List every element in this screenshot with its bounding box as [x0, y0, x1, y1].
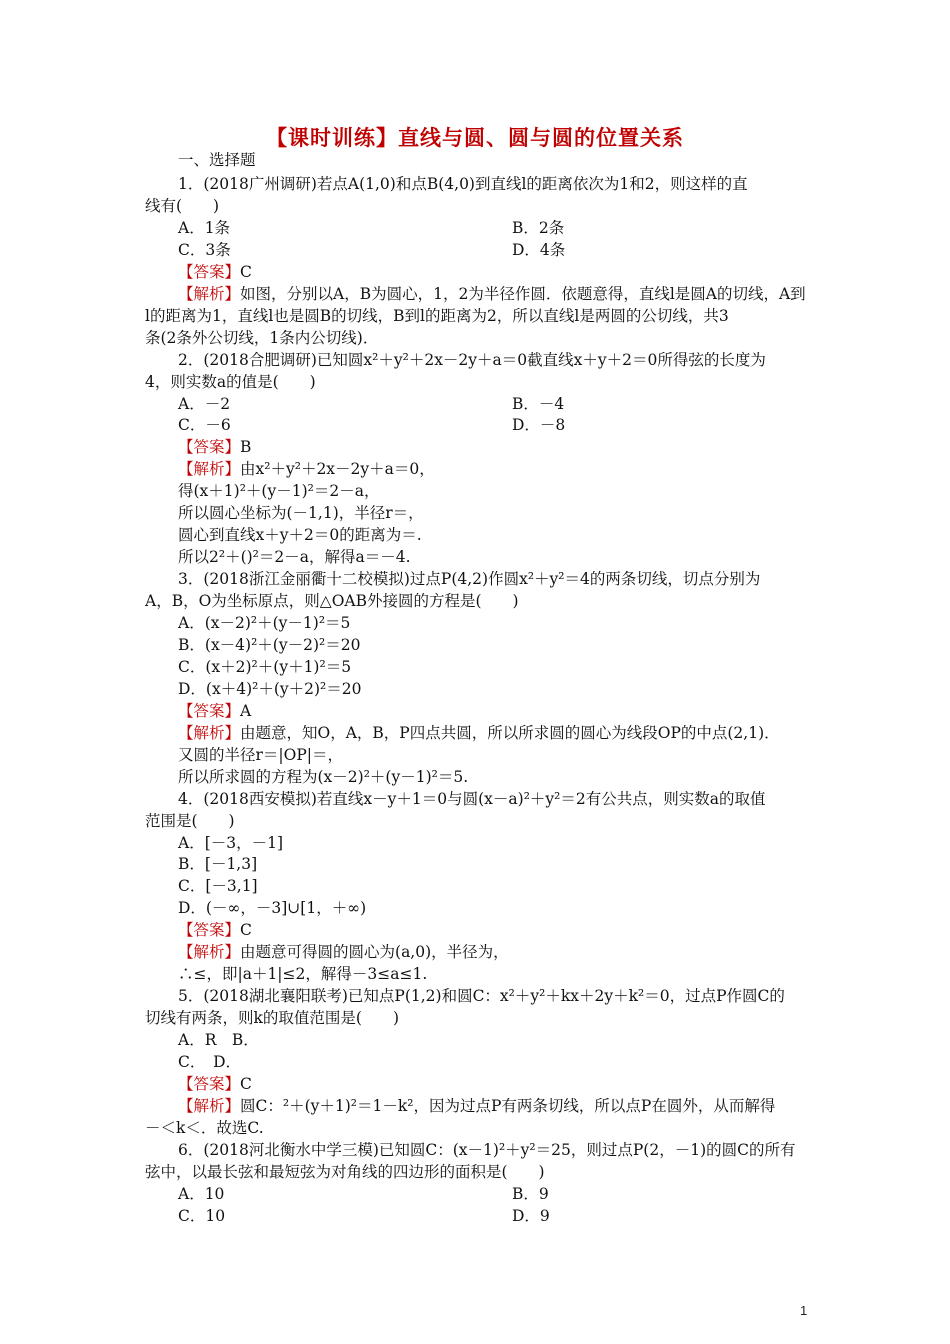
option-row: [178, 1206, 550, 1226]
text-line: [145, 1008, 399, 1028]
text-line: [178, 613, 350, 633]
text-line: [178, 569, 760, 589]
text-line: [178, 679, 362, 699]
analysis-tag: 【解析】: [178, 943, 241, 962]
text-line: [178, 481, 379, 501]
option-a: C．10: [178, 1206, 226, 1225]
text-line: [178, 1052, 241, 1072]
line-text: B．(x－4)²＋(y－2)²＝20: [178, 635, 361, 654]
text-line: [145, 1162, 545, 1182]
page-title: 【课时训练】直线与圆、圆与圆的位置关系: [266, 126, 684, 150]
line-text: －＜k＜．故选C.: [145, 1118, 264, 1137]
line-text: D．(－∞，－3]∪[1，＋∞): [178, 899, 367, 918]
line-text: 由题意可得圆的圆心为(a,0)，半径为，: [240, 943, 509, 962]
answer-line: [178, 701, 251, 721]
text-line: [145, 1118, 264, 1138]
line-text: D．(x＋4)²＋(y＋2)²＝20: [178, 679, 362, 698]
text-line: [178, 657, 351, 677]
text-line: [178, 350, 766, 370]
line-text: 所以圆心坐标为(－1,1)，半径r＝，: [178, 504, 424, 523]
text-line: [145, 811, 235, 831]
line-text: 由x²＋y²＋2x－2y＋a＝0，: [240, 460, 435, 479]
page-number: 1: [800, 1303, 808, 1318]
text-line: [178, 986, 785, 1006]
text-line: [178, 525, 422, 545]
line-text: 线有( ): [145, 196, 220, 215]
line-text: A．R B．: [178, 1031, 259, 1050]
line-text: l的距离为1，直线l也是圆B的切线，B到l的距离为2，所以直线l是两圆的公切线，共3: [145, 306, 729, 325]
line-text: 弦中，以最长弦和最短弦为对角线的四边形的面积是( ): [145, 1162, 545, 1181]
line-text: C: [240, 1074, 252, 1093]
line-text: 条(2条外公切线，1条内公切线)．: [145, 328, 379, 347]
line-text: 由题意，知O，A，B，P四点共圆，所以所求圆的圆心为线段OP的中点(2,1)．: [240, 723, 780, 742]
section-heading: 一、选择题: [178, 151, 256, 169]
text-line: [178, 833, 283, 853]
text-line: [178, 789, 766, 809]
analysis-line: [178, 459, 435, 479]
text-line: [178, 767, 468, 787]
answer-line: [178, 1074, 252, 1094]
analysis-tag: 【解析】: [178, 723, 241, 742]
option-a: A．1条: [178, 218, 231, 237]
text-line: [178, 745, 343, 765]
option-b: D．9: [512, 1206, 550, 1225]
line-text: C． D．: [178, 1053, 242, 1071]
option-b: D．－8: [512, 416, 566, 435]
text-line: [178, 854, 257, 874]
text-line: [178, 503, 424, 523]
analysis-tag: 【解析】: [178, 1096, 241, 1115]
analysis-tag: 【解析】: [178, 460, 241, 479]
line-text: C．[－3,1]: [178, 877, 258, 896]
line-text: 6．(2018河北衡水中学三模)已知圆C：(x－1)²＋y²＝25，则过点P(2，－1)的圆C的所有: [178, 1140, 796, 1159]
text-line: [178, 174, 748, 194]
option-b: B．－4: [512, 394, 565, 413]
text-line: [178, 898, 366, 918]
text-line: [145, 196, 219, 216]
line-text: 范围是( ): [145, 811, 235, 830]
line-text: 1．(2018广州调研)若点A(1,0)和点B(4,0)到直线l的距离依次为1和2，则这样的直: [178, 175, 748, 193]
line-text: 切线有两条，则k的取值范围是( ): [145, 1009, 399, 1028]
option-b: B．2条: [512, 218, 565, 237]
analysis-tag: 【解析】: [178, 284, 241, 303]
answer-tag: 【答案】: [178, 438, 241, 457]
option-b: B．9: [512, 1184, 549, 1203]
line-text: 所以2²＋()²＝2－a，解得a＝－4.: [178, 548, 411, 567]
text-line: [178, 1030, 259, 1050]
line-text: 5．(2018湖北襄阳联考)已知点P(1,2)和圆C：x²＋y²＋kx＋2y＋k²＝0，过点P作圆C的: [178, 987, 785, 1006]
line-text: C．(x＋2)²＋(y＋1)²＝5: [178, 657, 352, 676]
option-a: A．－2: [178, 394, 231, 413]
option-a: A．10: [178, 1184, 225, 1203]
text-line: [145, 306, 729, 326]
line-text: 如图，分别以A，B为圆心，1，2为半径作圆．依题意得，直线l是圆A的切线，A到: [240, 284, 806, 303]
option-row: [178, 415, 566, 435]
analysis-line: [178, 723, 780, 743]
line-text: 所以所求圆的方程为(x－2)²＋(y－1)²＝5.: [178, 767, 469, 786]
line-text: ∴≤，即|a＋1|≤2，解得－3≤a≤1.: [178, 965, 428, 984]
answer-tag: 【答案】: [178, 262, 241, 281]
option-row: [178, 240, 566, 260]
answer-tag: 【答案】: [178, 1074, 241, 1093]
text-line: [178, 964, 427, 984]
text-line: [178, 876, 258, 896]
option-row: [178, 218, 565, 238]
text-line: [178, 1140, 795, 1160]
option-a: C．3条: [178, 240, 231, 259]
line-text: 又圆的半径r＝|OP|＝，: [178, 745, 343, 764]
answer-line: [178, 920, 252, 940]
line-text: 圆C：²＋(y＋1)²＝1－k²，因为过点P有两条切线，所以点P在圆外，从而解得: [240, 1096, 776, 1115]
line-text: 3．(2018浙江金丽衢十二校模拟)过点P(4,2)作圆x²＋y²＝4的两条切线，切点分别为: [178, 570, 761, 589]
line-text: 得(x＋1)²＋(y－1)²＝2－a，: [178, 482, 380, 501]
text-line: [178, 635, 360, 655]
line-text: C: [240, 262, 252, 281]
option-a: C．－6: [178, 416, 231, 435]
option-b: D．4条: [512, 240, 566, 259]
text-line: [145, 372, 316, 392]
text-line: [178, 547, 411, 567]
option-row: [178, 394, 565, 414]
line-text: 圆心到直线x＋y＋2＝0的距离为＝.: [178, 526, 422, 545]
option-row: [178, 1184, 549, 1204]
answer-tag: 【答案】: [178, 921, 241, 940]
line-text: 4．(2018西安模拟)若直线x－y＋1＝0与圆(x－a)²＋y²＝2有公共点，则实数a的取值: [178, 789, 766, 808]
line-text: A，B，O为坐标原点，则△OAB外接圆的方程是( ): [145, 592, 519, 611]
line-text: 2．(2018合肥调研)已知圆x²＋y²＋2x－2y＋a＝0截直线x＋y＋2＝0所得弦的长度为: [178, 350, 766, 369]
line-text: 4，则实数a的值是( ): [145, 372, 316, 391]
answer-line: [178, 262, 252, 282]
line-text: B．[－1,3]: [178, 855, 258, 874]
line-text: C: [240, 921, 252, 940]
answer-tag: 【答案】: [178, 701, 241, 720]
line-text: B: [240, 438, 252, 457]
answer-line: [178, 437, 251, 457]
text-line: [145, 328, 378, 348]
text-line: [145, 591, 519, 611]
analysis-line: [178, 942, 509, 962]
analysis-line: [178, 1096, 775, 1116]
analysis-line: [178, 284, 806, 304]
line-text: A．[－3，－1]: [178, 833, 284, 852]
line-text: A: [240, 701, 252, 720]
line-text: A．(x－2)²＋(y－1)²＝5: [178, 614, 351, 632]
